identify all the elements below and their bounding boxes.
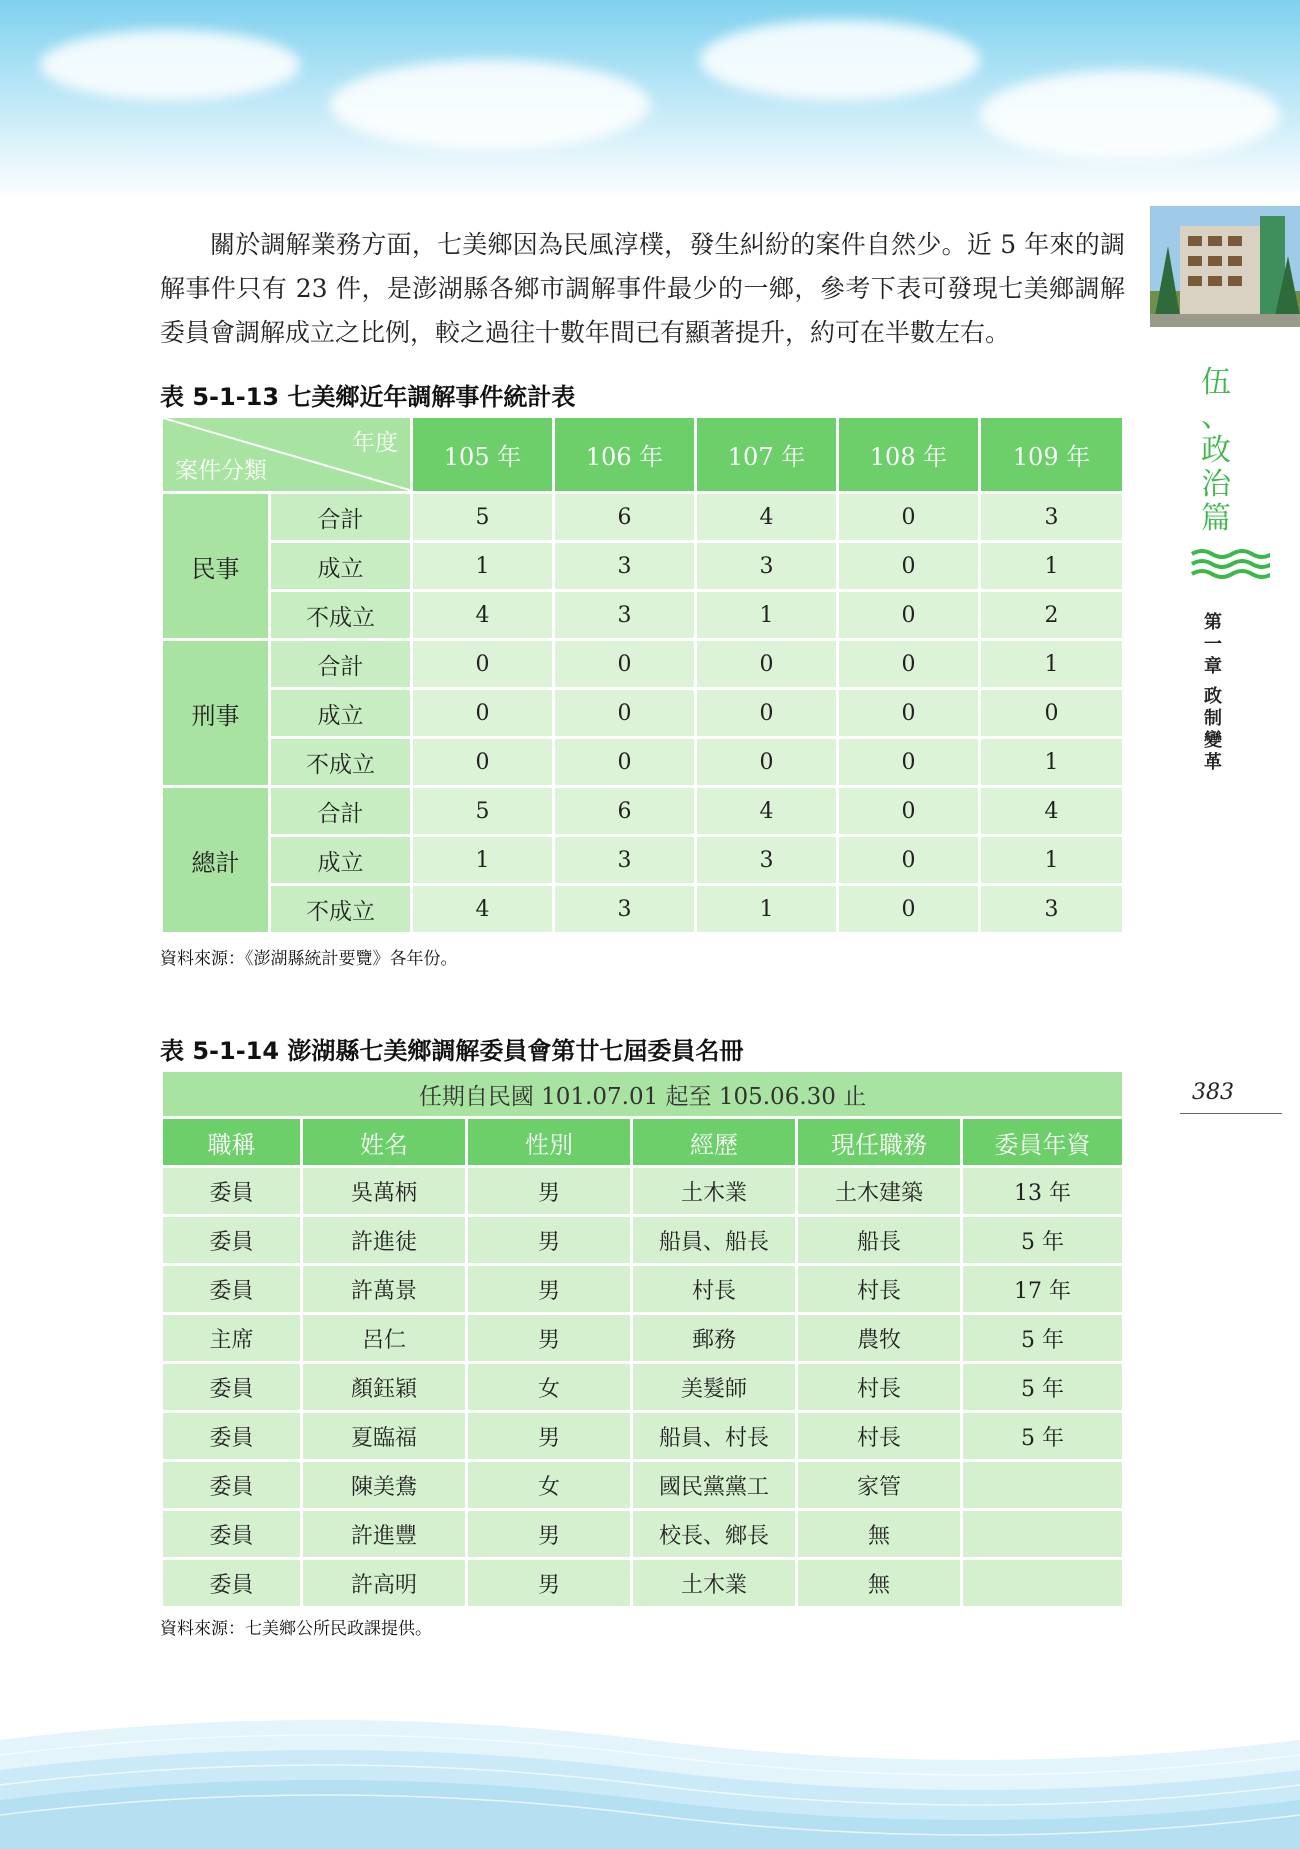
year-header: 108 年 — [838, 417, 980, 493]
table-cell: 6 — [554, 493, 696, 542]
table-cell: 4 — [696, 787, 838, 836]
table-row — [162, 689, 1124, 738]
table-cell: 0 — [838, 836, 980, 885]
row-label: 成立 — [270, 689, 412, 738]
column-header: 經歷 — [632, 1118, 797, 1167]
table-cell: 無 — [797, 1559, 962, 1608]
table-row — [162, 738, 1124, 787]
year-header: 106 年 — [554, 417, 696, 493]
table-cell: 村長 — [797, 1412, 962, 1461]
table-cell: 委員 — [162, 1412, 302, 1461]
table-cell: 4 — [980, 787, 1124, 836]
table-cell: 無 — [797, 1510, 962, 1559]
table-cell: 男 — [467, 1314, 632, 1363]
table-cell: 0 — [838, 591, 980, 640]
table-cell: 0 — [696, 689, 838, 738]
table-cell: 1 — [980, 640, 1124, 689]
table-cell: 1 — [696, 591, 838, 640]
table-row — [162, 787, 1124, 836]
year-header: 107 年 — [696, 417, 838, 493]
table-cell: 土木業 — [632, 1167, 797, 1216]
table-cell: 船長 — [797, 1216, 962, 1265]
table-cell: 0 — [412, 738, 554, 787]
section-char: 政 — [1201, 433, 1231, 468]
table-row — [162, 1216, 1124, 1265]
table-cell: 5 年 — [962, 1363, 1124, 1412]
table-cell: 4 — [412, 885, 554, 934]
chapter-char: 變 — [1204, 730, 1222, 751]
table-row — [162, 640, 1124, 689]
table-cell: 4 — [696, 493, 838, 542]
wave-divider-icon — [1190, 548, 1270, 584]
table-cell: 許進豐 — [302, 1510, 467, 1559]
table-cell: 男 — [467, 1559, 632, 1608]
table2-source-note: 資料來源：七美鄉公所民政課提供。 — [160, 1619, 432, 1639]
table-cell: 男 — [467, 1510, 632, 1559]
table-row — [162, 493, 1124, 542]
table-cell: 0 — [838, 542, 980, 591]
row-label: 不成立 — [270, 591, 412, 640]
table-cell: 6 — [554, 787, 696, 836]
table-cell: 0 — [838, 885, 980, 934]
table-row — [162, 591, 1124, 640]
table-cell: 主席 — [162, 1314, 302, 1363]
table-cell: 美髮師 — [632, 1363, 797, 1412]
table-row — [162, 1559, 1124, 1608]
table-cell: 13 年 — [962, 1167, 1124, 1216]
table-cell: 0 — [696, 640, 838, 689]
table-cell: 男 — [467, 1412, 632, 1461]
table-row — [162, 1412, 1124, 1461]
table-cell: 村長 — [797, 1363, 962, 1412]
column-header: 委員年資 — [962, 1118, 1124, 1167]
table1-source-note: 資料來源：《澎湖縣統計要覽》各年份。 — [160, 949, 458, 969]
table-cell: 許進徒 — [302, 1216, 467, 1265]
table-cell: 0 — [554, 640, 696, 689]
table-cell: 5 — [412, 787, 554, 836]
table-cell: 土木業 — [632, 1559, 797, 1608]
mediation-stats-table — [160, 415, 1125, 935]
table-cell: 3 — [554, 591, 696, 640]
table-cell: 4 — [412, 591, 554, 640]
year-axis-label: 年度 — [352, 430, 398, 456]
table-cell: 許萬景 — [302, 1265, 467, 1314]
table-cell: 0 — [838, 493, 980, 542]
table-cell: 1 — [980, 542, 1124, 591]
chapter-char: 政 — [1204, 686, 1222, 707]
table-cell: 1 — [980, 836, 1124, 885]
table-cell: 男 — [467, 1167, 632, 1216]
table-cell: 0 — [696, 738, 838, 787]
township-office-photo — [1150, 206, 1300, 327]
section-char: 篇 — [1201, 501, 1231, 536]
section-char: 治 — [1201, 467, 1231, 502]
column-header: 姓名 — [302, 1118, 467, 1167]
table-cell: 5 年 — [962, 1412, 1124, 1461]
column-header: 性別 — [467, 1118, 632, 1167]
committee-roster-table — [160, 1069, 1125, 1609]
column-header: 職稱 — [162, 1118, 302, 1167]
table-row — [162, 1510, 1124, 1559]
table-cell: 0 — [838, 738, 980, 787]
table-cell: 船員、村長 — [632, 1412, 797, 1461]
table-cell: 村長 — [632, 1265, 797, 1314]
table-cell: 0 — [412, 640, 554, 689]
table-row — [162, 885, 1124, 934]
chapter-char: 第 — [1204, 612, 1222, 633]
sky-header-banner — [0, 0, 1300, 200]
table-cell: 3 — [554, 542, 696, 591]
table-cell: 1 — [980, 738, 1124, 787]
table-cell — [962, 1510, 1124, 1559]
table-cell: 17 年 — [962, 1265, 1124, 1314]
table-row — [162, 836, 1124, 885]
table-cell: 3 — [696, 836, 838, 885]
table-cell: 委員 — [162, 1265, 302, 1314]
row-label: 不成立 — [270, 885, 412, 934]
page-number: 383 — [1180, 1080, 1282, 1114]
table-row — [162, 1314, 1124, 1363]
table-cell: 3 — [980, 885, 1124, 934]
section-title-vertical — [1196, 366, 1236, 536]
case-group-label: 民事 — [162, 493, 270, 640]
table-cell: 委員 — [162, 1167, 302, 1216]
row-label: 成立 — [270, 836, 412, 885]
table-cell: 陳美鴦 — [302, 1461, 467, 1510]
table-cell: 國民黨黨工 — [632, 1461, 797, 1510]
table-cell: 女 — [467, 1363, 632, 1412]
section-char: 伍 — [1201, 365, 1231, 400]
table-cell: 委員 — [162, 1559, 302, 1608]
table-cell: 家管 — [797, 1461, 962, 1510]
table-cell: 0 — [838, 640, 980, 689]
table-cell: 5 年 — [962, 1314, 1124, 1363]
bottom-wave-decoration — [0, 1700, 1300, 1849]
chapter-title-vertical — [1198, 612, 1228, 774]
chapter-char: 革 — [1204, 752, 1222, 773]
table-cell: 吳萬柄 — [302, 1167, 467, 1216]
table-cell: 女 — [467, 1461, 632, 1510]
table-cell: 村長 — [797, 1265, 962, 1314]
chapter-char: 制 — [1204, 708, 1222, 729]
table-cell: 0 — [838, 787, 980, 836]
table-cell: 呂仁 — [302, 1314, 467, 1363]
table-cell: 0 — [554, 738, 696, 787]
table-cell: 男 — [467, 1216, 632, 1265]
table-row — [162, 1167, 1124, 1216]
table-cell: 船員、船長 — [632, 1216, 797, 1265]
year-header: 109 年 — [980, 417, 1124, 493]
table-cell: 1 — [412, 836, 554, 885]
table1-caption: 表 5-1-13 七美鄉近年調解事件統計表 — [160, 383, 576, 411]
row-label: 合計 — [270, 493, 412, 542]
table-row — [162, 1363, 1124, 1412]
category-axis-label: 案件分類 — [175, 458, 267, 484]
table-cell: 校長、鄉長 — [632, 1510, 797, 1559]
table-cell: 委員 — [162, 1461, 302, 1510]
row-label: 合計 — [270, 787, 412, 836]
section-char: 、 — [1201, 399, 1231, 434]
table-cell: 2 — [980, 591, 1124, 640]
year-header: 105 年 — [412, 417, 554, 493]
table-cell: 3 — [980, 493, 1124, 542]
table-cell: 1 — [696, 885, 838, 934]
table-cell: 男 — [467, 1265, 632, 1314]
case-group-label: 刑事 — [162, 640, 270, 787]
table2-caption: 表 5-1-14 澎湖縣七美鄉調解委員會第廿七屆委員名冊 — [160, 1037, 744, 1065]
table-cell: 許高明 — [302, 1559, 467, 1608]
table-row — [162, 1461, 1124, 1510]
table-cell: 3 — [554, 885, 696, 934]
table-row — [162, 542, 1124, 591]
table-cell: 委員 — [162, 1510, 302, 1559]
table-cell: 0 — [980, 689, 1124, 738]
table-cell: 5 年 — [962, 1216, 1124, 1265]
row-label: 成立 — [270, 542, 412, 591]
chapter-char: 一 — [1204, 634, 1222, 655]
table-cell: 土木建築 — [797, 1167, 962, 1216]
row-label: 合計 — [270, 640, 412, 689]
table-cell: 委員 — [162, 1363, 302, 1412]
table-cell: 0 — [412, 689, 554, 738]
table-cell: 0 — [554, 689, 696, 738]
table-cell — [962, 1461, 1124, 1510]
term-period-header: 任期自民國 101.07.01 起至 105.06.30 止 — [162, 1071, 1124, 1118]
chapter-char: 章 — [1204, 656, 1222, 677]
table-cell: 5 — [412, 493, 554, 542]
table-cell: 3 — [554, 836, 696, 885]
row-label: 不成立 — [270, 738, 412, 787]
table-cell: 1 — [412, 542, 554, 591]
table-cell: 委員 — [162, 1216, 302, 1265]
table-cell — [962, 1559, 1124, 1608]
intro-paragraph: 關於調解業務方面，七美鄉因為民風淳樸，發生糾紛的案件自然少。近 5 年來的調解事件只有 23 件，是澎湖縣各鄉市調解事件最少的一鄉，參考下表可發現七美鄉調解委員會調解成立之比例，較之過往十數年間已有顯著提升，約可在半數左右。 — [160, 230, 1125, 347]
table-cell: 農牧 — [797, 1314, 962, 1363]
table-cell: 0 — [838, 689, 980, 738]
table-cell: 郵務 — [632, 1314, 797, 1363]
column-header: 現任職務 — [797, 1118, 962, 1167]
table1-corner-header — [162, 417, 412, 493]
table-cell: 3 — [696, 542, 838, 591]
case-group-label: 總計 — [162, 787, 270, 934]
table-row — [162, 1265, 1124, 1314]
table-cell: 顏鈺穎 — [302, 1363, 467, 1412]
table-cell: 夏臨福 — [302, 1412, 467, 1461]
